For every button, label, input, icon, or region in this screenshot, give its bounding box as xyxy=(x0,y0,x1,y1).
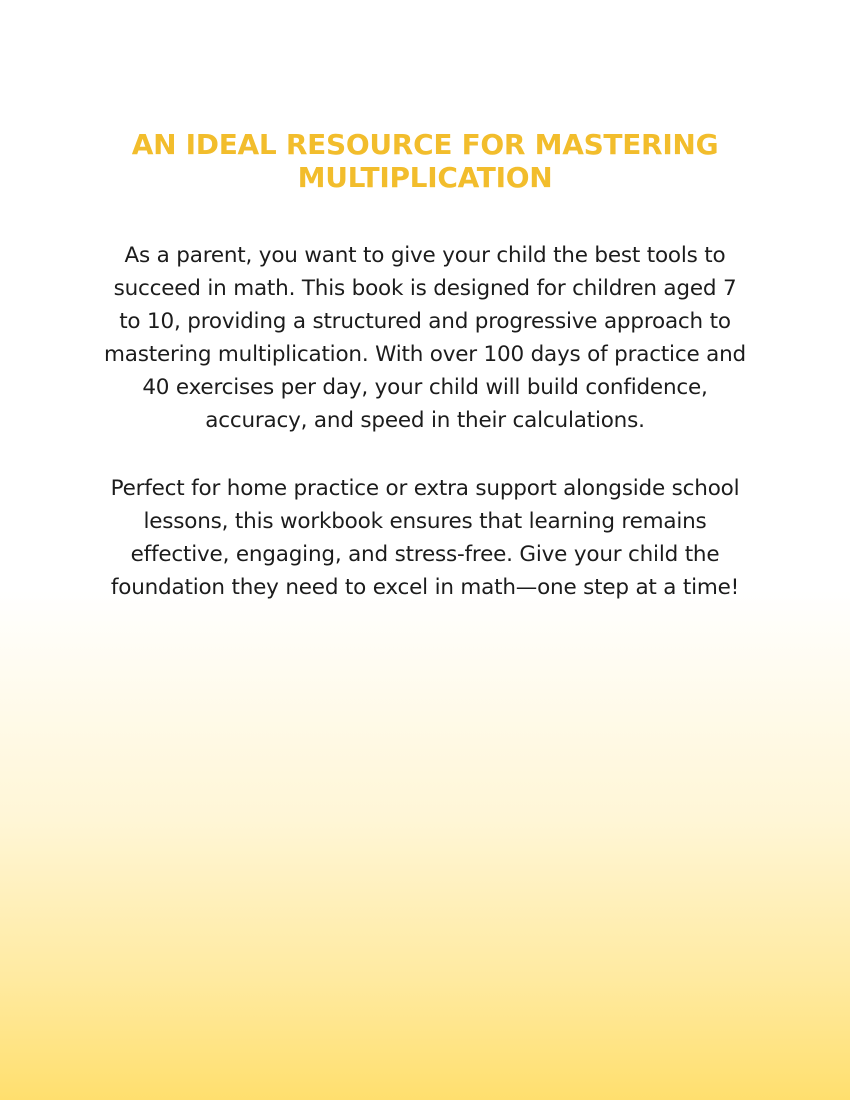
text-line: succeed in math. This book is designed for children aged 7 xyxy=(113,276,737,301)
text-line: accuracy, and speed in their calculations. xyxy=(205,408,645,433)
title-line: AN IDEAL RESOURCE FOR MASTERING xyxy=(131,128,719,161)
text-line: Perfect for home practice or extra support alongside school xyxy=(110,476,740,501)
text-line: 40 exercises per day, your child will build confidence, xyxy=(142,375,708,400)
text-line: As a parent, you want to give your child the best tools to xyxy=(124,243,726,268)
text-line: effective, engaging, and stress-free. Give your child the xyxy=(130,542,720,567)
second-paragraph xyxy=(0,472,850,604)
intro-paragraph xyxy=(0,239,850,437)
page-title xyxy=(0,128,850,194)
text-line: to 10, providing a structured and progressive approach to xyxy=(119,309,731,334)
title-line: MULTIPLICATION xyxy=(297,161,553,194)
text-line: mastering multiplication. With over 100 days of practice and xyxy=(104,342,746,367)
text-line: foundation they need to excel in math—one step at a time! xyxy=(110,575,740,600)
text-line: lessons, this workbook ensures that learning remains xyxy=(143,509,707,534)
